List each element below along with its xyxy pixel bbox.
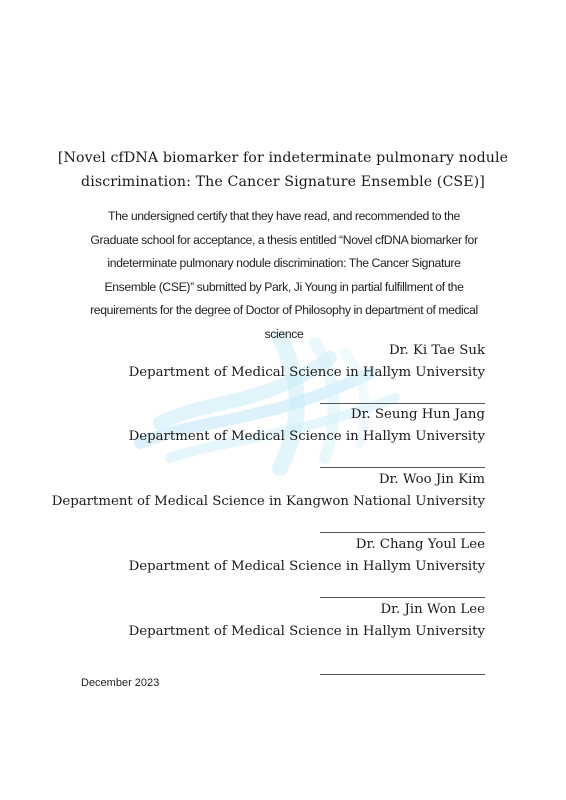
member-department: Department of Medical Science in Kangwon National University — [51, 494, 485, 509]
committee-member — [129, 404, 485, 448]
member-name: Dr. Chang Youl Lee — [355, 537, 485, 552]
thesis-title-line: discrimination: The Cancer Signature Ensemble (CSE)] — [81, 174, 485, 190]
statement-line: indeterminate pulmonary nodule discrimination: The Cancer Signature — [107, 256, 461, 270]
signature-line — [320, 674, 485, 675]
member-name: Dr. Jin Won Lee — [380, 602, 485, 617]
committee-member — [129, 599, 485, 643]
committee-member — [129, 340, 485, 384]
member-name: Dr. Woo Jin Kim — [378, 472, 485, 487]
statement-line: Graduate school for acceptance, a thesis entitled “Novel cfDNA biomarker for — [90, 232, 478, 247]
member-name: Dr. Seung Hun Jang — [350, 407, 485, 422]
signature-line — [320, 597, 485, 598]
member-department: Department of Medical Science in Hallym University — [128, 429, 485, 444]
statement-line: requirements for the degree of Doctor of Philosophy in department of medical — [90, 303, 478, 317]
committee-member — [52, 469, 485, 513]
member-department: Department of Medical Science in Hallym University — [128, 624, 485, 639]
statement-line: The undersigned certify that they have read, and recommended to the — [108, 209, 460, 223]
statement-line: Ensemble (CSE)” submitted by Park, Ji Young in partial fulfillment of the — [104, 279, 464, 294]
member-department: Department of Medical Science in Hallym University — [128, 559, 485, 574]
signature-line — [320, 532, 485, 533]
statement-line: science — [264, 326, 304, 341]
signature-line — [320, 467, 485, 468]
submission-date: December 2023 — [81, 677, 160, 689]
member-name: Dr. Ki Tae Suk — [388, 343, 485, 358]
member-department: Department of Medical Science in Hallym University — [128, 365, 485, 380]
committee-member — [129, 534, 485, 578]
thesis-title-line: [Novel cfDNA biomarker for indeterminate pulmonary nodule — [57, 150, 509, 166]
